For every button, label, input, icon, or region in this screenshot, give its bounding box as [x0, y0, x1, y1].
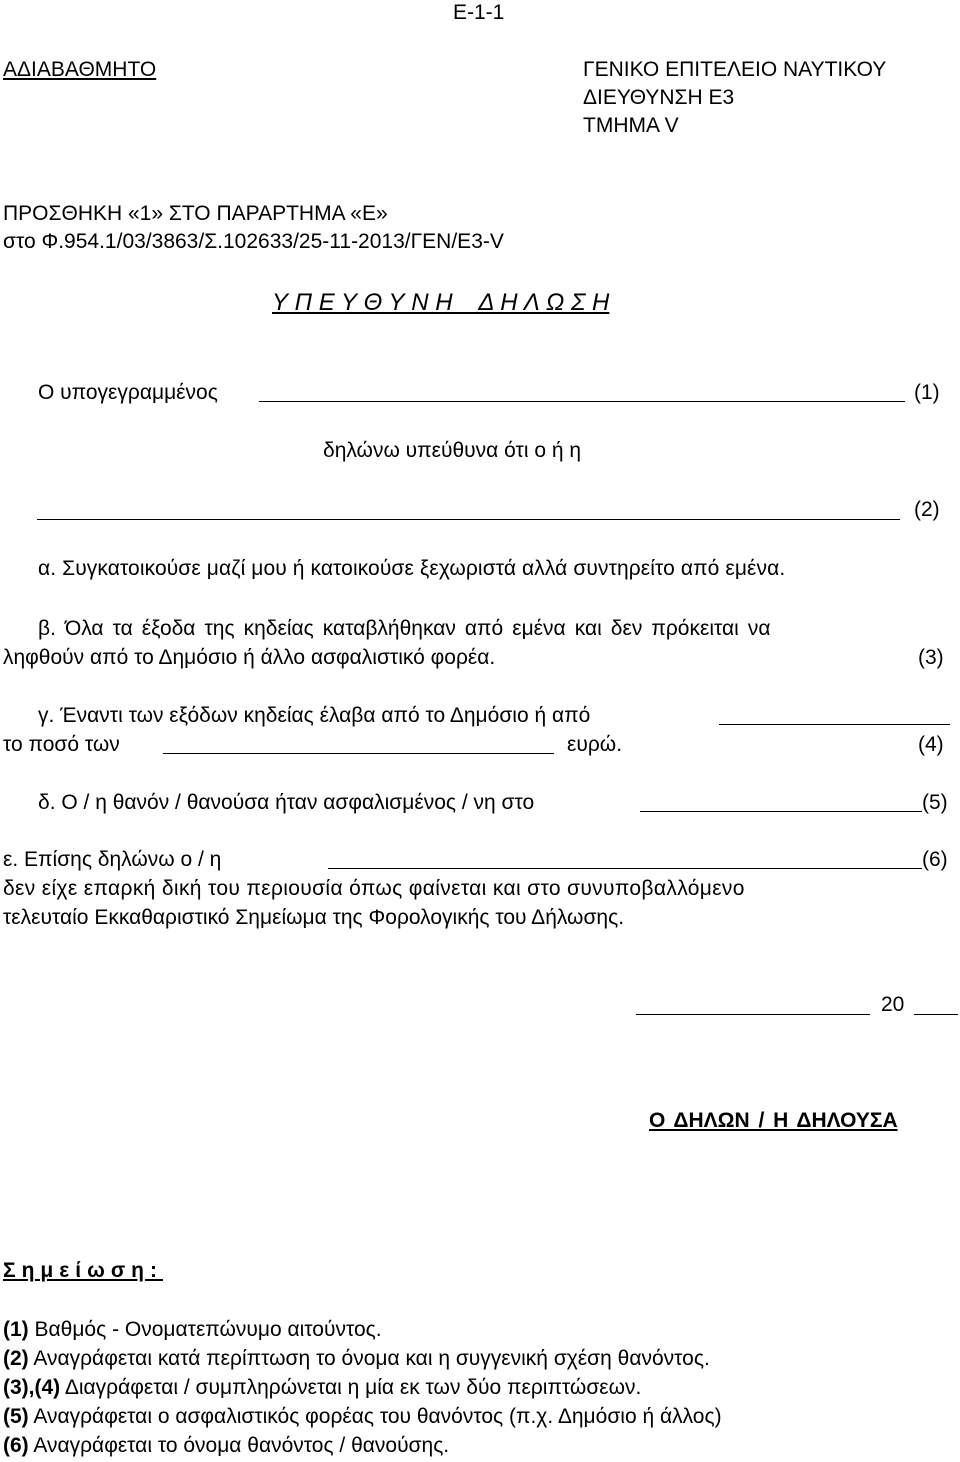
note-text: Αναγράφεται ο ασφαλιστικός φορέας του θανόντος (π.χ. Δημόσιο ή άλλος): [28, 1405, 722, 1428]
note-item: [3, 1404, 722, 1429]
deceased-fill-line[interactable]: [37, 519, 900, 520]
note-item: [3, 1433, 449, 1458]
note-text: Διαγράφεται / συμπληρώνεται η μία εκ των δύο περιπτώσεων.: [60, 1376, 642, 1399]
ref-2: (2): [914, 498, 940, 521]
item-e-line2: δεν είχε επαρκή δική του περιουσία όπως φαίνεται και στο συνυποβαλλόμενο: [3, 877, 745, 900]
item-b-line1: β. Όλα τα έξοδα της κηδείας καταβλήθηκαν από εμένα και δεν πρόκειται να: [38, 617, 771, 640]
insurer-fill-line[interactable]: [640, 811, 922, 812]
date-year: 20: [881, 993, 905, 1016]
note-item: [3, 1317, 382, 1342]
signatory-label: Ο υπογεγραμμένος: [38, 381, 218, 404]
reference-line1: ΠΡΟΣΘΗΚΗ «1» ΣΤΟ ΠΑΡΑΡΤΗΜΑ «Ε»: [3, 202, 388, 225]
signatory-fill-line[interactable]: [259, 401, 905, 402]
item-e-line3: τελευταίο Εκκαθαριστικό Σημείωμα της Φορολογικής του Δήλωσης.: [3, 906, 625, 929]
header-org-line2: ΔΙΕΥΘΥΝΣΗ Ε3: [583, 86, 735, 109]
date-fill-line[interactable]: [636, 1014, 870, 1015]
note-ref: (5): [3, 1405, 29, 1428]
ref-1: (1): [914, 381, 940, 404]
item-c-currency: ευρώ.: [567, 733, 623, 756]
page-code: Ε-1-1: [453, 1, 505, 24]
ref-3: (3): [918, 646, 944, 669]
item-c-line1: γ. Έναντι των εξόδων κηδείας έλαβα από το Δημόσιο ή από: [38, 704, 591, 727]
declare-text: δηλώνω υπεύθυνα ότι ο ή η: [323, 439, 582, 462]
document-title: Υ Π Ε Υ Θ Υ Ν Η Δ Η Λ Ω Σ Η: [272, 289, 610, 316]
note-ref: (1): [3, 1318, 29, 1341]
note-text: Βαθμός - Ονοματεπώνυμο αιτούντος.: [28, 1318, 382, 1341]
amount-fill-line[interactable]: [163, 753, 554, 754]
note-text: Αναγράφεται το όνομα θανόντος / θανούσης.: [28, 1434, 450, 1457]
item-a: α. Συγκατοικούσε μαζί μου ή κατοικούσε ξεχωριστά αλλά συντηρείτο από εμένα.: [38, 557, 786, 580]
deceased-name-fill-line[interactable]: [328, 868, 922, 869]
year-fill-line[interactable]: [914, 1014, 958, 1015]
provider-fill-line[interactable]: [719, 724, 950, 725]
note-ref: (2): [3, 1347, 29, 1370]
classification-label: ΑΔΙΑΒΑΘΜΗΤΟ: [3, 58, 157, 81]
header-org-line1: ΓΕΝΙΚΟ ΕΠΙΤΕΛΕΙΟ ΝΑΥΤΙΚΟΥ: [583, 58, 887, 81]
reference-line2: στο Φ.954.1/03/3863/Σ.102633/25-11-2013/ΓΕΝ/Ε3-V: [3, 230, 504, 253]
note-ref: (6): [3, 1434, 29, 1457]
note-item: [3, 1346, 710, 1371]
notes-heading: Σημείωση:: [3, 1259, 164, 1282]
ref-4: (4): [918, 733, 944, 756]
item-e-line1: ε. Επίσης δηλώνω ο / η: [3, 848, 222, 871]
item-d: δ. Ο / η θανόν / θανούσα ήταν ασφαλισμένος / νη στο: [38, 791, 535, 814]
note-ref: (3),(4): [3, 1376, 61, 1399]
note-text: Αναγράφεται κατά περίπτωση το όνομα και η συγγενική σχέση θανόντος.: [28, 1347, 710, 1370]
ref-5: (5): [922, 791, 948, 814]
header-org-line3: ΤΜΗΜΑ V: [583, 114, 679, 137]
item-c-line2-label: το ποσό των: [3, 733, 120, 756]
note-item: [3, 1375, 641, 1400]
signature-label: Ο ΔΗΛΩΝ / Η ΔΗΛΟΥΣΑ: [649, 1109, 898, 1132]
item-b-line2: ληφθούν από το Δημόσιο ή άλλο ασφαλιστικό φορέα.: [3, 646, 496, 669]
ref-6: (6): [922, 848, 948, 871]
